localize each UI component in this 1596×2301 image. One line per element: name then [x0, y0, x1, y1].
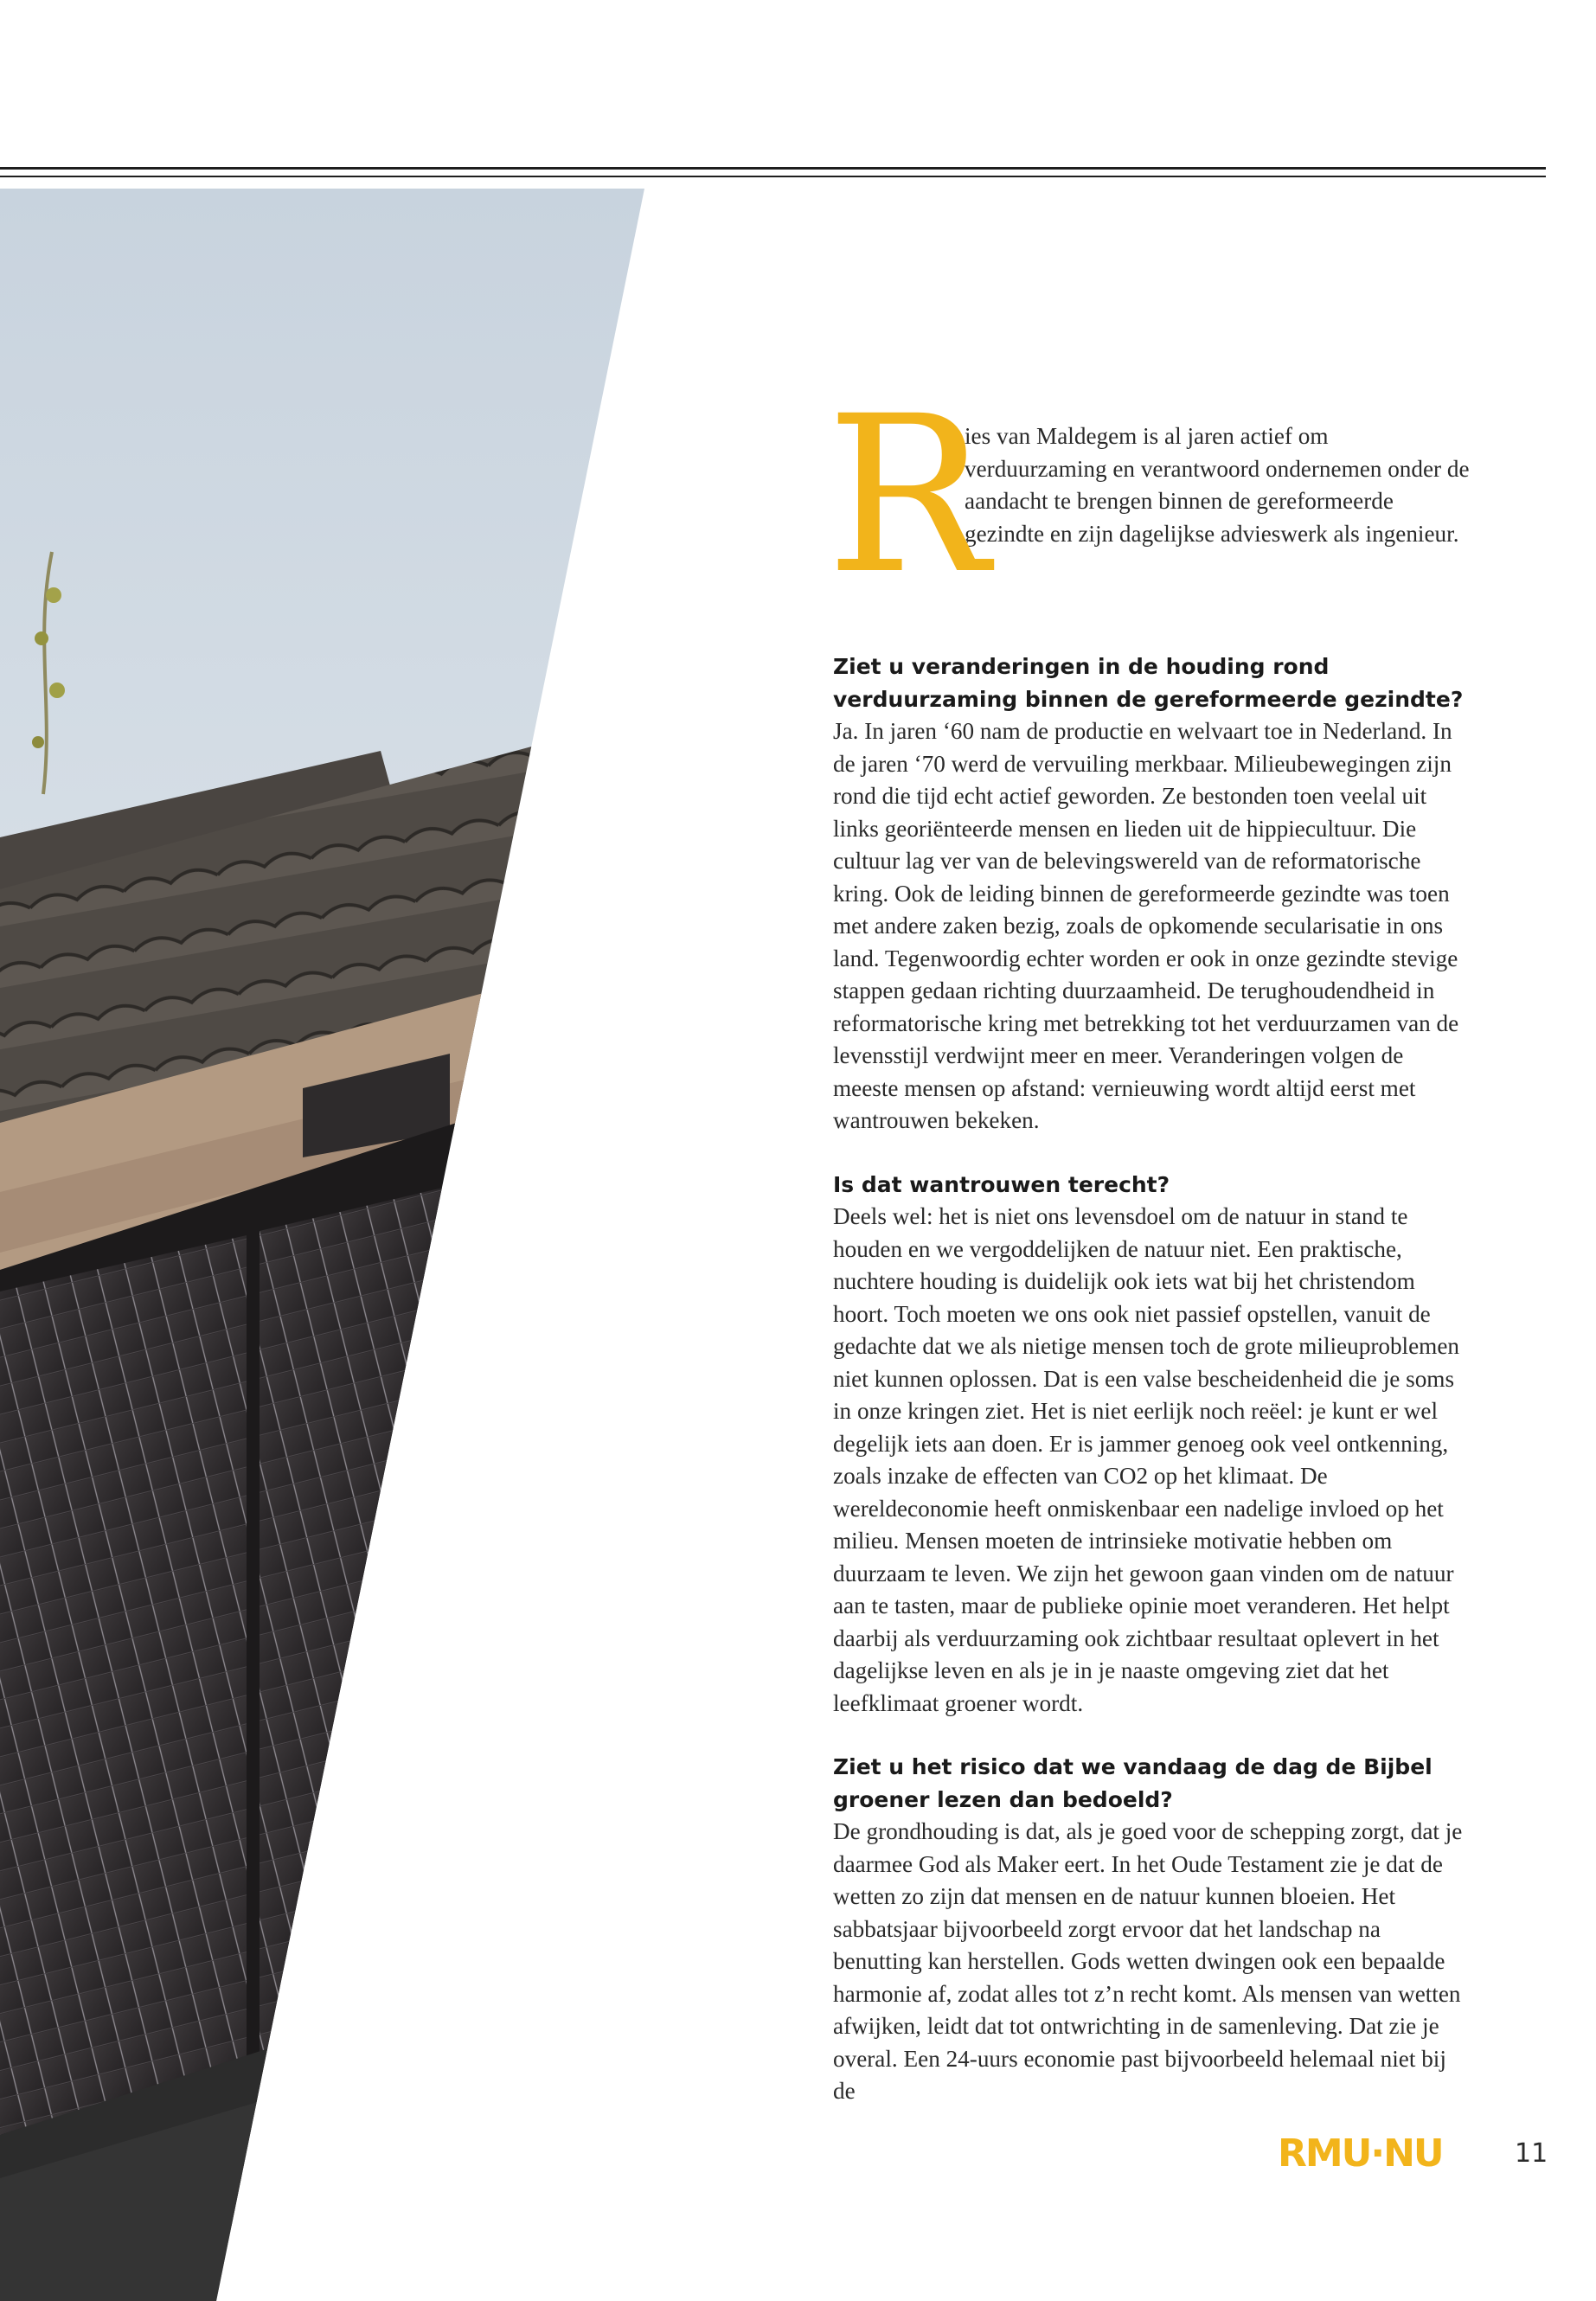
- qa-section: [833, 1751, 1473, 2108]
- article: [826, 369, 1473, 2108]
- page-number: 11: [1515, 2138, 1548, 2169]
- answer-paragraph: Ja. In jaren ‘60 nam de productie en welvaart toe in Nederland. In de jaren ‘70 werd de vervuiling merkbaar. Milieubewegingen zijn rond die tijd echt actief geworden. Ze bestonden toen veelal uit links georiënteerde mensen en lieden uit de hippiecultuur. Die cultuur lag ver van de belevingswereld van de reformatorische kring. Ook de leiding binnen de gereformeerde gezindte was toen met andere zaken bezig, zoals de opkomende secularisatie in ons land. Tegenwoordig echter worden er ook in onze gezindte stevige stappen gedaan richting duurzaamheid. De terughoudendheid in reformatorische kring met betrekking tot het verduurzamen van de levensstijl verdwijnt meer en meer. Veranderingen volgen de meeste mensen op afstand: vernieuwing wordt altijd eerst met wantrouwen bekeken.: [833, 718, 1459, 1133]
- header-rule-bottom: [0, 176, 1546, 177]
- question-heading: Ziet u veranderingen in de houding rond verduurzaming binnen de gereformeerde gezindte?: [833, 654, 1464, 712]
- question-heading: Is dat wantrouwen terecht?: [833, 1171, 1170, 1197]
- solar-roof-photo: [0, 189, 644, 2301]
- answer-paragraph: Deels wel: het is niet ons levensdoel om de natuur in stand te houden en we vergoddelijken de natuur niet. Een praktische, nuchtere houding is duidelijk ook iets wat bij het christendom hoort. Toch moeten we ons ook niet passief opstellen, vanuit de gedachte dat we als nietige mensen toch de grote milieuproblemen niet kunnen oplossen. Dat is een valse bescheidenheid die je soms in onze kringen ziet. Het is niet eerlijk noch reëel: je kunt er wel degelijk iets aan doen. Er is jammer genoeg ook veel ontkenning, zoals inzake de effecten van CO2 op het klimaat. De wereldeconomie heeft onmiskenbaar een nadelige invloed op het milieu. Mensen moeten de intrinsieke motivatie hebben om duurzaam te leven. We zijn het gewoon gaan vinden om de natuur aan te tasten, maar de publieke opinie moet veranderen. Het helpt daarbij als verduurzaming ook zichtbaar resultaat oplevert in het dagelijkse leven en als je in je naaste omgeving ziet dat het leefklimaat groener wordt.: [833, 1203, 1459, 1716]
- drop-cap: R: [826, 369, 990, 621]
- answer-paragraph: De grondhouding is dat, als je goed voor de schepping zorgt, dat je daarmee God als Maker eert. In het Oude Testament zie je dat de wetten zo zijn dat mensen en de natuur kunnen bloeien. Het sabbatsjaar bijvoorbeeld zorgt ervoor dat het landschap na benutting kan herstellen. Gods wetten dwingen ook een bepaalde harmonie af, zodat alles tot z’n recht komt. Als mensen van wetten afwijken, leidt dat tot ontwrichting in de samenleving. Dat zie je overal. Een 24-uurs economie past bijvoorbeeld helemaal niet bij de: [833, 1818, 1463, 2104]
- photo-content: [0, 189, 644, 2301]
- intro-paragraph: ies van Maldegem is al jaren actief om verduurzaming en verantwoord ondernemen onder de aandacht te brengen binnen de gereformeerde gezindte en zijn dagelijkse advieswerk als ingenieur.: [965, 423, 1470, 547]
- article-intro: [826, 369, 1473, 621]
- qa-section: [833, 1169, 1473, 1721]
- brand-logo: RMU·NU: [1278, 2131, 1443, 2176]
- qa-section: [833, 651, 1473, 1138]
- question-heading: Ziet u het risico dat we vandaag de dag de Bijbel groener lezen dan bedoeld?: [833, 1754, 1433, 1812]
- header-rule-top: [0, 167, 1546, 170]
